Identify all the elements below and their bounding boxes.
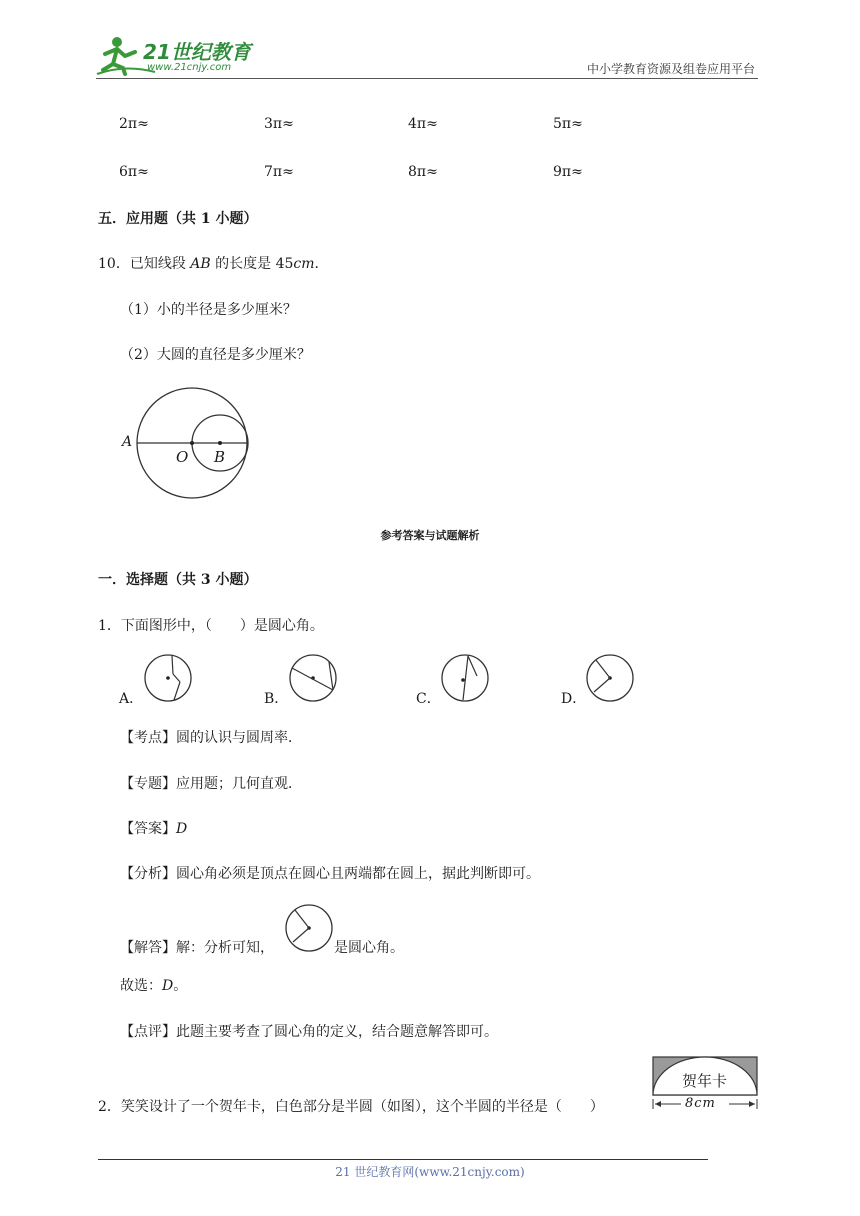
header-right-text: 中小学教育资源及组卷应用平台 [586, 62, 755, 76]
section1-title: 一．选择题（共 3 小题） [98, 572, 258, 588]
option-b-figure [289, 654, 339, 704]
q1-jieda: 【解答】解：分析可知， [120, 940, 274, 956]
label-a: A [122, 434, 133, 450]
pi-6: 6π≈ [119, 164, 149, 180]
section5-title: 五．应用题（共 1 小题） [98, 211, 258, 227]
label-b: B [214, 448, 226, 466]
header-divider [96, 78, 758, 79]
option-d-figure [586, 654, 636, 704]
answers-title: 参考答案与试题解析 [380, 529, 480, 542]
option-b-label: B． [264, 691, 289, 707]
q2-stem: 2．笑笑设计了一个贺年卡，白色部分是半圆（如图），这个半圆的半径是（ ） [98, 1099, 604, 1115]
q10-circles-figure [118, 385, 258, 505]
q1-stem: 1．下面图形中，（ ）是圆心角。 [98, 618, 324, 634]
q1-guxuan: 故选：D。 [120, 978, 188, 994]
card-label: 贺年卡 [682, 1072, 728, 1090]
q1-fenxi: 【分析】圆心角必须是顶点在圆心且两端都在圆上，据此判断即可。 [120, 866, 540, 882]
pi-3: 3π≈ [264, 116, 294, 132]
q1-kaodian: 【考点】圆的认识与圆周率． [120, 730, 302, 746]
header-logo [95, 34, 255, 76]
q1-dianping: 【点评】此题主要考查了圆心角的定义，结合题意解答即可。 [120, 1024, 498, 1040]
option-d-label: D． [561, 691, 587, 707]
logo-url: www.21cnjy.com [147, 62, 232, 73]
q1-jieda-post: 是圆心角。 [334, 940, 404, 956]
pi-4: 4π≈ [408, 116, 438, 132]
q10-sub1: （1）小的半径是多少厘米？ [120, 302, 297, 318]
q10-stem: 10．已知线段 AB 的长度是 45cm． [98, 256, 329, 272]
label-o: O [176, 448, 189, 466]
pi-7: 7π≈ [264, 164, 294, 180]
option-a-figure [144, 654, 194, 704]
pi-5: 5π≈ [553, 116, 583, 132]
pi-2: 2π≈ [119, 116, 149, 132]
card-width: 8cm [685, 1096, 716, 1111]
footer-divider [98, 1159, 708, 1160]
logo-text: 21世纪教育 [143, 40, 251, 64]
footer-text: 21 世纪教育网(www.21cnjy.com) [335, 1165, 525, 1179]
q1-zhuanti: 【专题】应用题；几何直观． [120, 776, 302, 792]
option-c-label: C． [416, 691, 441, 707]
option-c-figure [441, 654, 491, 704]
q10-sub2: （2）大圆的直径是多少厘米？ [120, 347, 311, 363]
option-a-label: A． [119, 691, 144, 707]
q1-daan: 【答案】D [120, 821, 188, 837]
pi-8: 8π≈ [408, 164, 438, 180]
jieda-inline-figure [285, 904, 335, 954]
pi-9: 9π≈ [553, 164, 583, 180]
